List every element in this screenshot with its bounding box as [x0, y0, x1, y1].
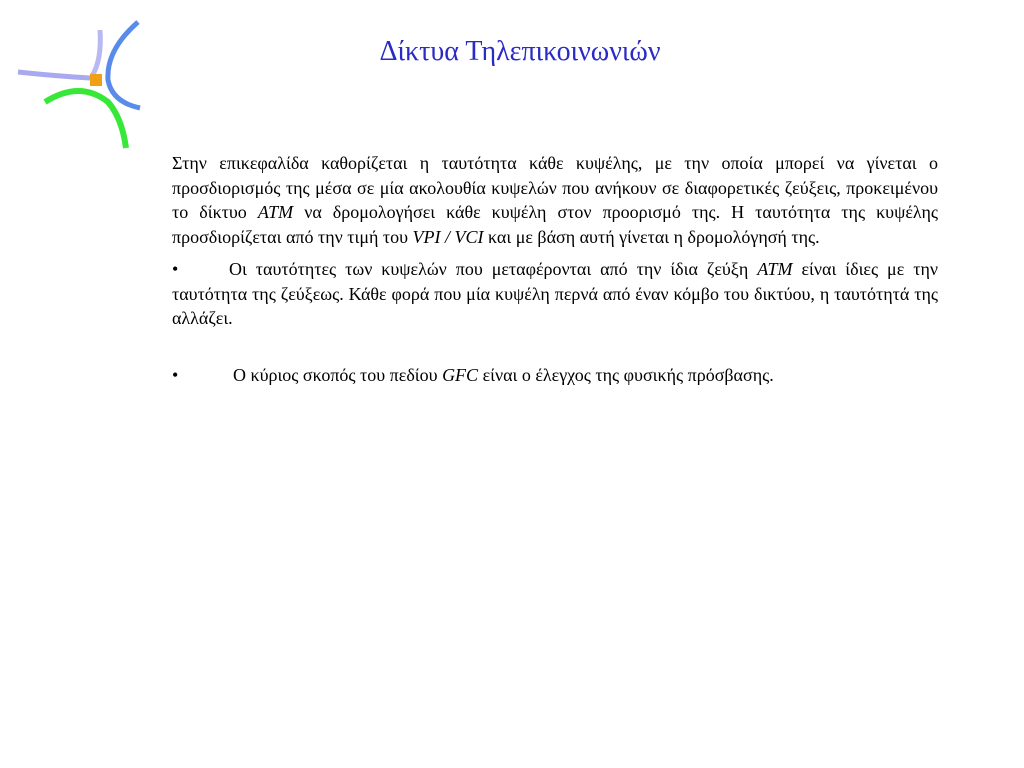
slide-body [172, 151, 938, 387]
slide-title: Δίκτυα Τηλεπικοινωνιών [379, 36, 661, 67]
text-segment: Στην επικεφαλίδα καθορίζεται η ταυτότητα κάθε κυψέλης, με την οποία μπορεί να γίνεται ο προσδιορισμός της μέσα σε μία ακολουθία κυψελών που ανήκουν σε διαφορετικές ζεύξεις, προκειμένου το δίκτυο [172, 153, 938, 222]
bullet-item [172, 363, 938, 388]
text-segment: να δρομολογήσει κάθε κυψέλη στον προορισμό της. Η ταυτότητα της κυψέλης προσδιορίζεται από την τιμή του [172, 202, 939, 247]
text-segment: είναι ο έλεγχος της φυσικής πρόσβασης. [478, 364, 774, 385]
atm-term: ATM [257, 202, 294, 222]
intro-paragraph [172, 151, 938, 249]
vpi-vci-term: VPI / VCI [412, 226, 484, 247]
gfc-term: GFC [442, 364, 479, 385]
bullet-icon: • [172, 259, 179, 279]
atm-term: ATM [757, 259, 793, 279]
star-burst-logo-icon [10, 10, 150, 150]
text-segment: και με βάση αυτή γίνεται η δρομολόγησή της. [483, 226, 820, 247]
bullet-icon: • [172, 364, 179, 385]
text-segment: Ο κύριος σκοπός του πεδίου [233, 364, 443, 385]
bullet-item [172, 257, 938, 331]
text-segment: είναι ίδιες με την ταυτότητα της ζεύξεως. Κάθε φορά που μία κυψέλη περνά από έναν κόμβο του δικτύου, η ταυτότητά της αλλάζει. [172, 259, 938, 328]
text-segment: Οι ταυτότητες των κυψελών που μεταφέρονται από την ίδια ζεύξη [229, 259, 758, 279]
